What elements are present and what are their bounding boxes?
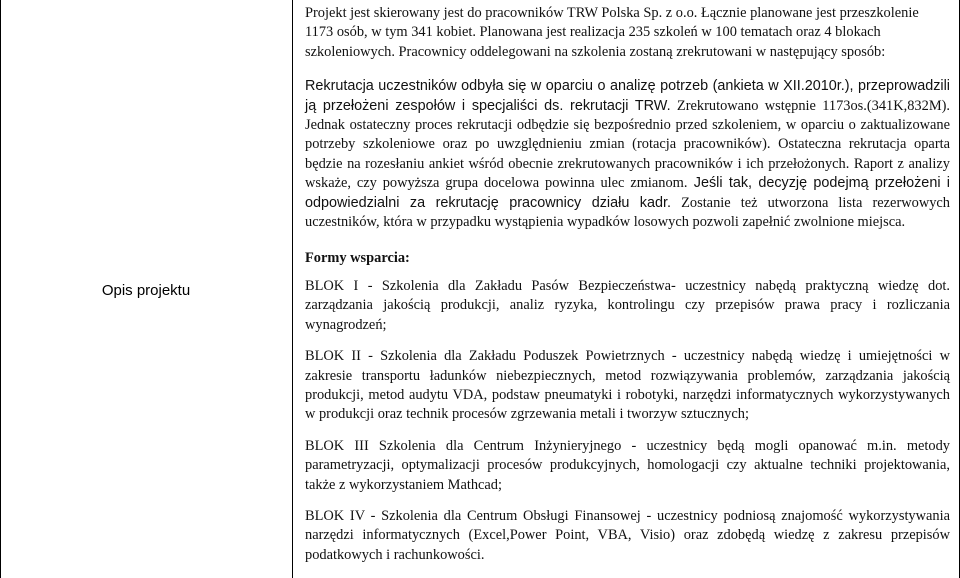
row-label: Opis projektu [101, 282, 191, 299]
recruitment-paragraph [305, 77, 950, 232]
content-cell [305, 4, 950, 577]
recruitment-part-1: Rekrutacja uczestników odbyła się w oparciu o analizę potrzeb (ankieta w XII.2010r.), przeprowadzili ją przełożeni zespołów i specjaliści ds. rekrutacji TRW. [305, 78, 950, 114]
recruitment-part-3: Jeśli tak, decyzję podejmą przełożeni i odpowiedzialni za rekrutację pracownicy działu kadr. [305, 175, 951, 211]
label-cell [0, 0, 292, 578]
recruitment-part-2: Zrekrutowano wstępnie 1173os.(341K,832M). Jednak ostateczny proces rekrutacji odbędzie się bezpośrednio przed szkoleniem, w oparciu o zaktualizowane potrzeby szkoleniowe oraz po uwzględnieniu zmian (rotacja pracowników). Ostateczna rekrutacja oparta będzie na rozesłaniu ankiet wśród obecnie zrekrutowanych pracowników i ich przełożonych. Raport z analizy wskaże, czy powyższa grupa docelowa powinna ulec zmianom. [305, 97, 951, 192]
block-ii-paragraph: BLOK II - Szkolenia dla Zakładu Poduszek Powietrznych - uczestnicy nabędą wiedzę i umiejętności w zakresie transportu ładunków niebezpiecznych, metod rozwiązywania problemów, zarządzania jakością produkcji, metod audytu VDA, podstaw pneumatyki i robotyki, narzędzi informatycznych wykorzystywanych w produkcji oraz technik procesów zgrzewania metali i tworzyw sztucznych; [305, 348, 950, 423]
block-iii-paragraph: BLOK III Szkolenia dla Centrum Inżynieryjnego - uczestnicy będą mogli opanować m.in. metody parametryzacji, optymalizacji procesów produkcyjnych, homologacji czy aktualne techniki projektowania, także z wykorzystaniem Mathcad; [305, 437, 950, 493]
block-i-paragraph: BLOK I - Szkolenia dla Zakładu Pasów Bezpieczeństwa- uczestnicy nabędą praktyczną wiedzę dot. zarządzania jakością produkcji, analiz ryzyka, kontrolingu czy przepisów prawa pracy i rozliczania wynagrodzeń; [305, 277, 950, 333]
table-column-divider [292, 0, 293, 578]
support-forms-heading: Formy wsparcia: [305, 250, 410, 267]
intro-paragraph: Projekt jest skierowany jest do pracowników TRW Polska Sp. z o.o. Łącznie planowane jest przeszkolenie 1173 osób, w tym 341 kobiet. Planowana jest realizacja 235 szkoleń w 100 tematach oraz 4 blokach szkoleniowych. Pracownicy oddelegowani na szkolenia zostaną zrekrutowani w następujący sposób: [305, 5, 919, 60]
recruitment-part-4: Zostanie też utworzona lista rezerwowych uczestników, która w przypadku wystąpienia wypadków losowych pozwoli zapełnić zwolnione miejsca. [305, 194, 950, 231]
block-iv-paragraph: BLOK IV - Szkolenia dla Centrum Obsługi Finansowej - uczestnicy podniosą znajomość wykorzystywania narzędzi informatycznych (Excel,Power Point, VBA, Visio) oraz zdobędą wiedzę z zakresu przepisów podatkowych i rachunkowości. [305, 507, 950, 563]
